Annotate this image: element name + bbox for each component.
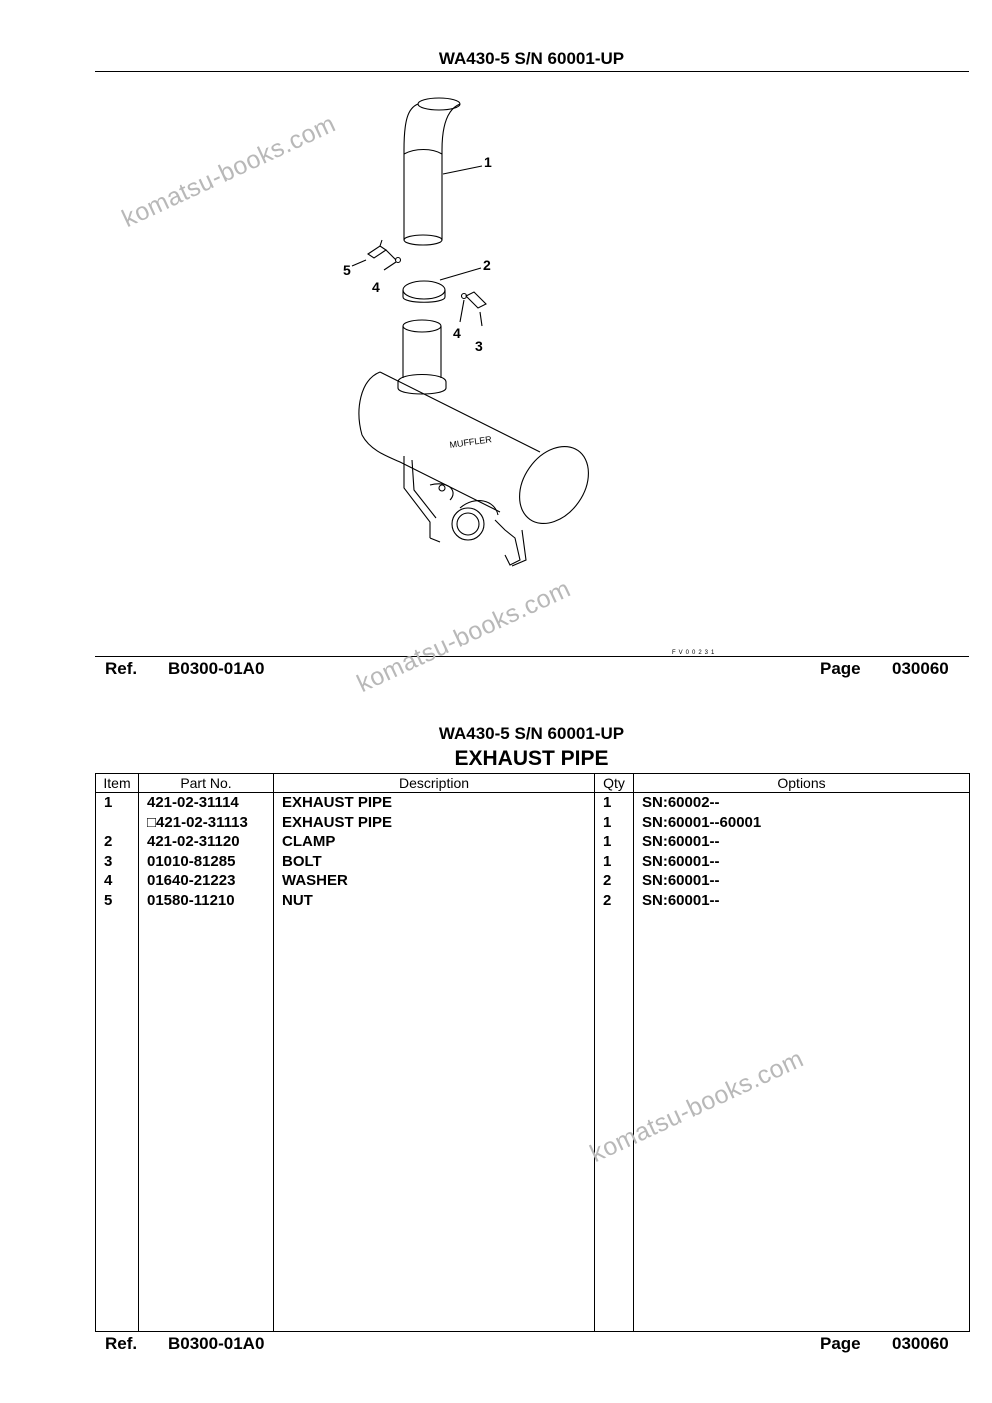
description-column <box>274 793 595 1332</box>
page-label-bottom: Page <box>820 1334 861 1353</box>
parts-table <box>95 773 970 1332</box>
col-header-item: Item <box>96 774 139 793</box>
callout-4-left: 4 <box>372 279 380 295</box>
col-header-part-no: Part No. <box>139 774 274 793</box>
clamp-part <box>403 268 481 302</box>
table-cell-qty: 1 <box>603 852 612 870</box>
table-cell-description: BOLT <box>282 852 322 870</box>
table-cell-item: 2 <box>104 833 113 850</box>
table-cell-options: SN:60001-- <box>642 872 720 889</box>
table-body <box>96 793 970 1332</box>
callout-4-right: 4 <box>453 325 461 341</box>
table-cell-options: SN:60001--60001 <box>642 813 762 831</box>
page-label-top: Page <box>820 659 861 678</box>
exhaust-pipe-part <box>404 98 482 245</box>
bolt-washer-right <box>460 292 486 326</box>
drawing-code: FV00231 <box>672 650 718 656</box>
part-no-column <box>139 793 274 1332</box>
table-cell-part-no: □421-02-31113 <box>147 813 248 831</box>
col-header-qty: Qty <box>595 774 634 793</box>
table-cell-item: 3 <box>104 852 113 870</box>
callout-5: 5 <box>343 262 351 278</box>
table-cell-item <box>104 813 138 833</box>
table-cell-description: EXHAUST PIPE <box>282 794 393 811</box>
col-header-description: Description <box>274 774 595 793</box>
page-value-bottom: 030060 <box>892 1334 949 1353</box>
ref-value-top: B0300-01A0 <box>168 659 265 678</box>
table-cell-item: 1 <box>104 794 113 811</box>
table-cell-part-no: 01580-11210 <box>147 891 235 909</box>
col-header-options: Options <box>634 774 970 793</box>
callout-3: 3 <box>475 338 483 354</box>
callout-1: 1 <box>484 154 492 170</box>
table-cell-qty: 2 <box>603 891 612 909</box>
table-cell-description: NUT <box>282 891 313 909</box>
table-cell-description: CLAMP <box>282 833 336 850</box>
table-cell-options: SN:60001-- <box>642 833 720 850</box>
table-cell-options: SN:60002-- <box>642 794 720 811</box>
watermark-2: komatsu-books.com <box>352 574 576 699</box>
ref-value-bottom: B0300-01A0 <box>168 1334 265 1353</box>
section-title: EXHAUST PIPE <box>454 747 609 770</box>
muffler-label: MUFFLER <box>448 434 493 450</box>
watermark-1: komatsu-books.com <box>117 109 341 234</box>
table-cell-item: 5 <box>104 891 113 909</box>
table-cell-qty: 1 <box>603 833 612 850</box>
header-rule-top <box>95 71 969 72</box>
table-cell-item: 4 <box>104 872 113 889</box>
ref-label-bottom: Ref. <box>105 1334 138 1353</box>
page-title-bottom: WA430-5 S/N 60001-UP <box>438 724 625 743</box>
table-cell-qty: 1 <box>603 794 612 811</box>
exhaust-pipe-diagram <box>300 90 720 660</box>
table-cell-description: EXHAUST PIPE <box>282 813 393 831</box>
callout-2: 2 <box>483 257 491 273</box>
item-column <box>96 793 139 1332</box>
qty-column <box>595 793 634 1332</box>
ref-label-top: Ref. <box>105 659 138 678</box>
table-cell-part-no: 421-02-31120 <box>147 833 240 850</box>
page-title-top: WA430-5 S/N 60001-UP <box>438 49 625 68</box>
table-cell-description: WASHER <box>282 872 348 889</box>
nut-washer-left <box>352 240 401 270</box>
table-cell-part-no: 01640-21223 <box>147 872 236 889</box>
table-cell-qty: 2 <box>603 872 612 889</box>
table-cell-part-no: 01010-81285 <box>147 852 236 870</box>
footer-rule-top <box>95 656 969 657</box>
table-header-row <box>96 774 970 793</box>
page-value-top: 030060 <box>892 659 949 678</box>
table-cell-qty: 1 <box>603 813 612 831</box>
table-cell-options: SN:60001-- <box>642 891 720 909</box>
watermark-3: komatsu-books.com <box>585 1044 809 1169</box>
table-cell-options: SN:60001-- <box>642 852 720 870</box>
table-cell-part-no: 421-02-31114 <box>147 794 239 811</box>
